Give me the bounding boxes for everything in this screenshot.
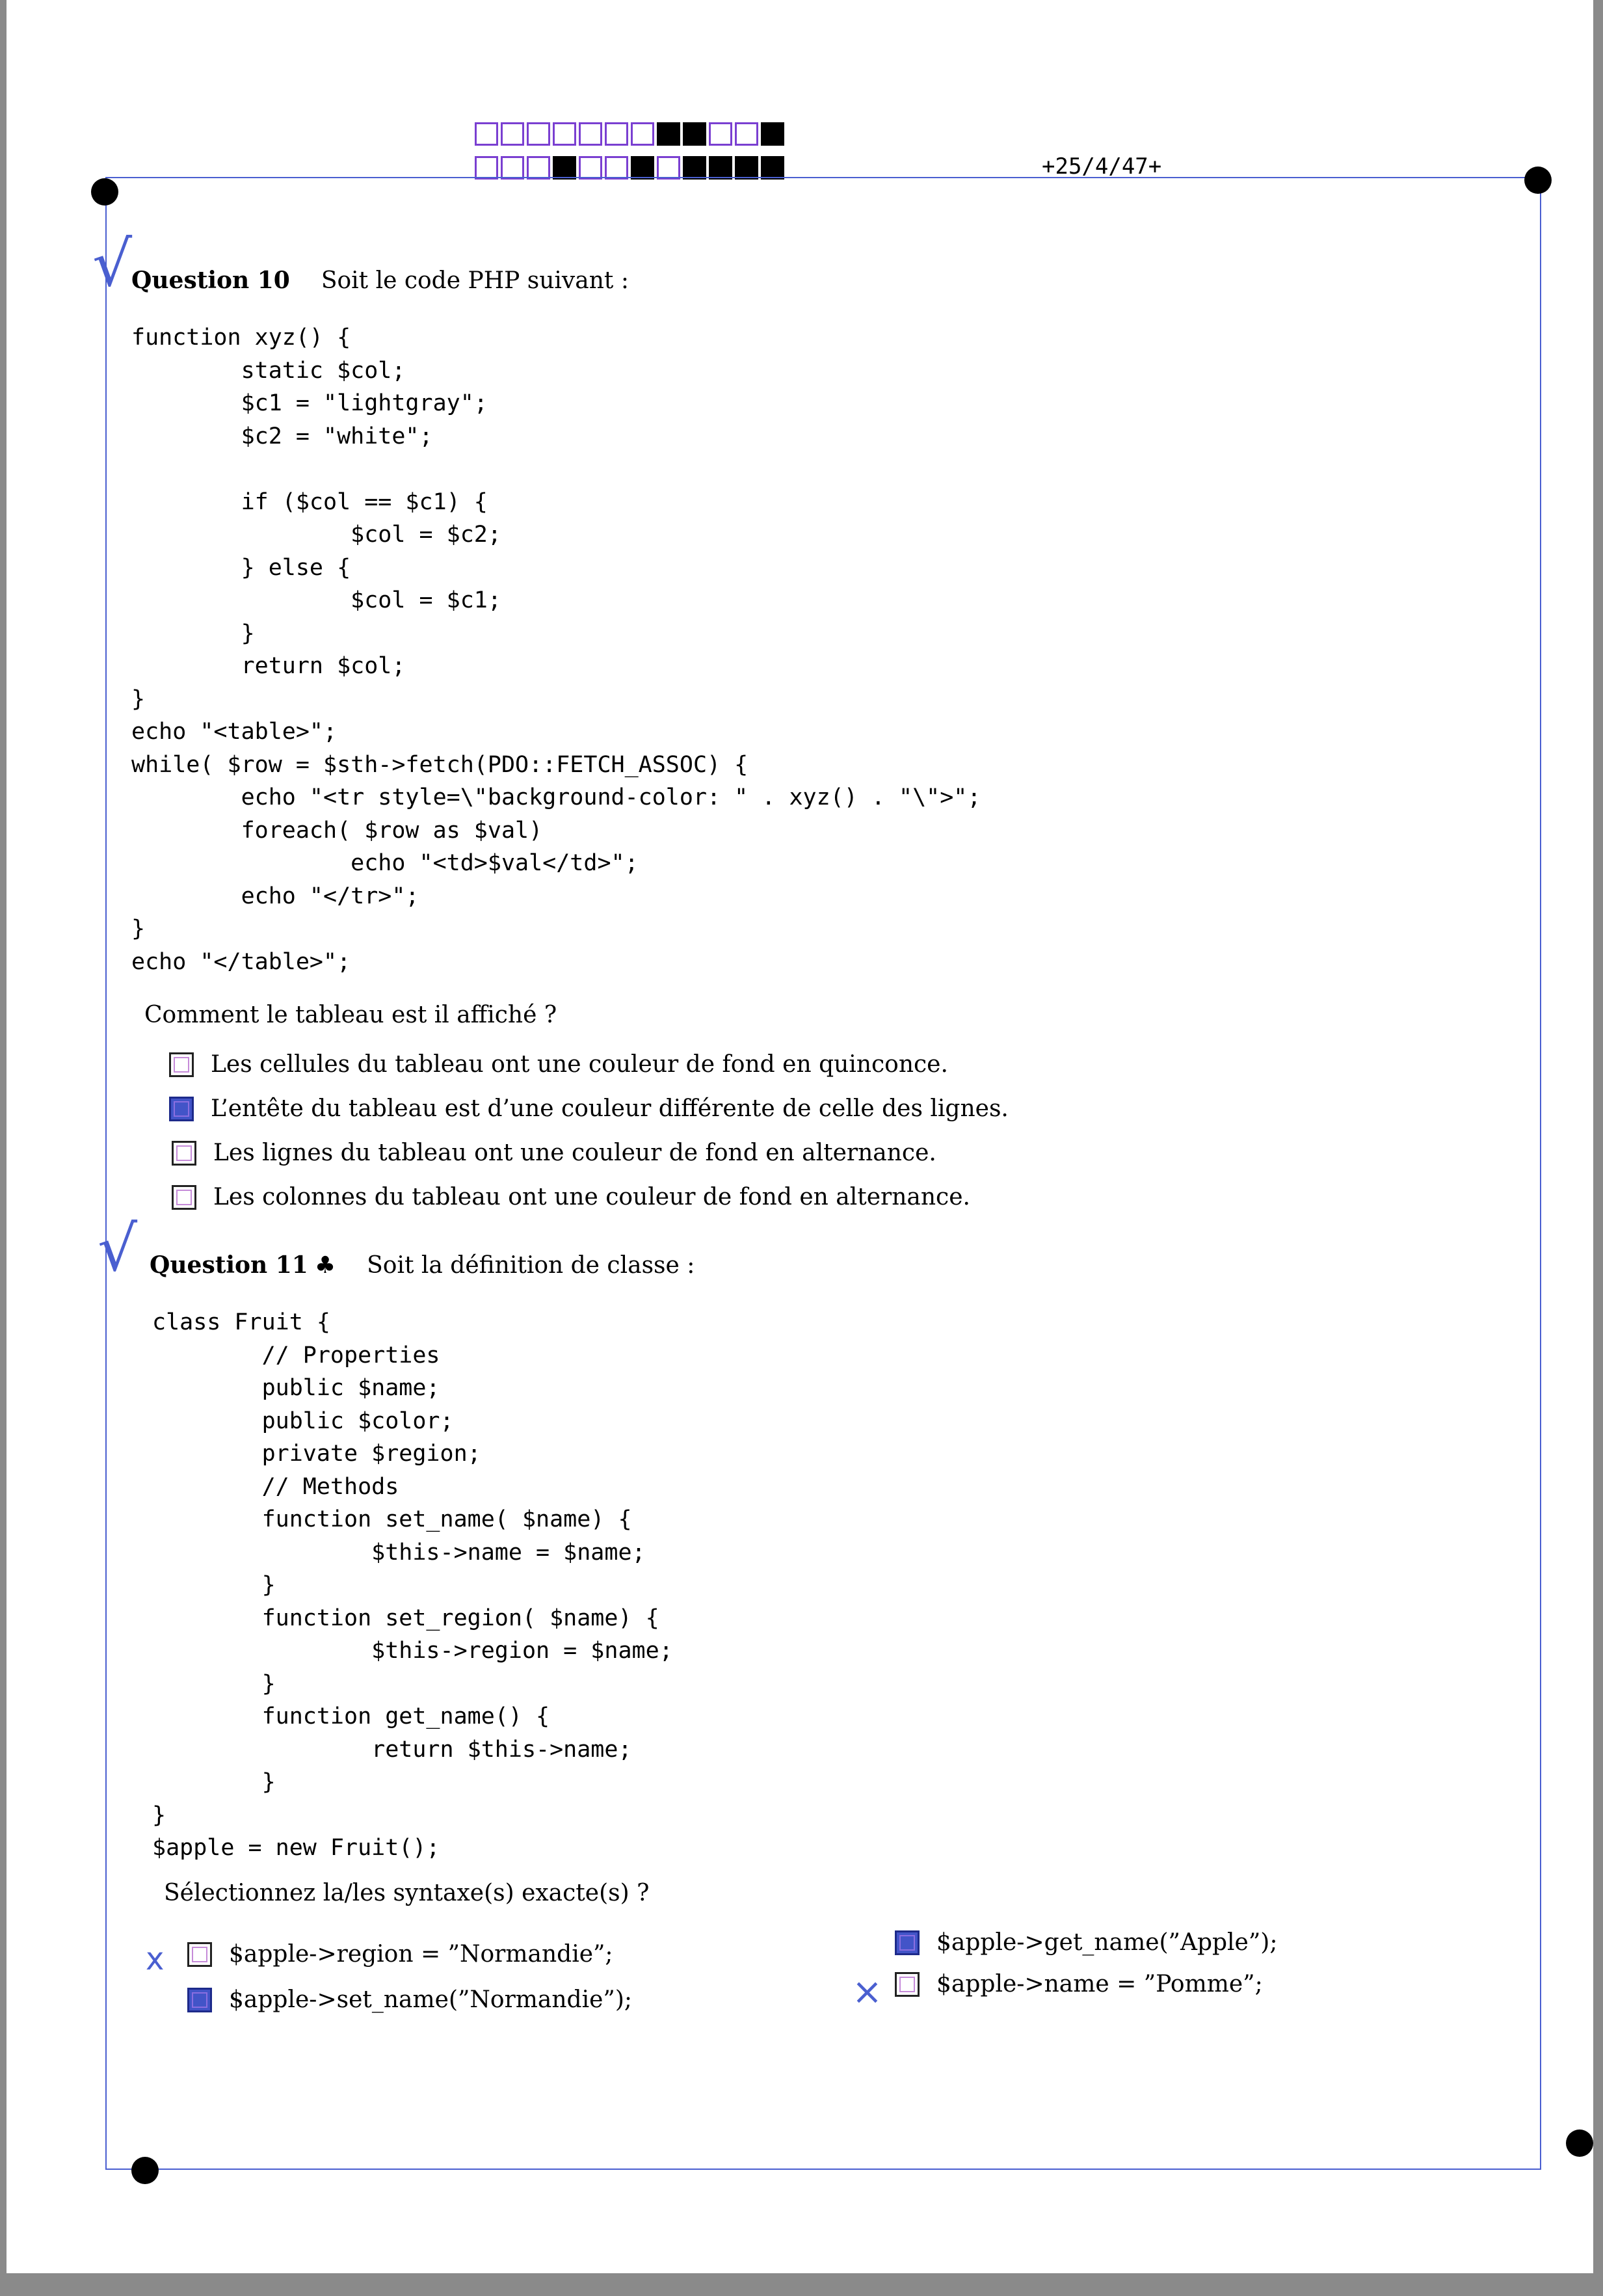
q11-option-2-label: $apple->set_name(”Normandie”);: [229, 1986, 632, 2013]
question-11-number: Question 11: [150, 1251, 308, 1279]
q11-option-3[interactable]: [895, 1929, 1277, 1956]
marker-top-cell: [501, 122, 524, 146]
question-10-title: [131, 267, 629, 294]
cross-mark-q11-option-1: x: [146, 1941, 165, 1977]
q11-option-1-label: $apple->region = ”Normandie”;: [229, 1941, 613, 1968]
question-11-text: Soit la définition de classe :: [367, 1252, 695, 1279]
q11-option-2-checkbox[interactable]: [187, 1988, 212, 2012]
q10-option-3-label: Les lignes du tableau ont une couleur de fond en alternance.: [213, 1140, 936, 1166]
q10-option-3[interactable]: [172, 1140, 936, 1166]
page-id: +25/4/47+: [1042, 154, 1162, 180]
question-11-title: [150, 1251, 695, 1279]
q11-option-4-checkbox[interactable]: [895, 1972, 920, 1997]
marker-bottom-cell: [761, 156, 784, 180]
q10-option-1-label: Les cellules du tableau ont une couleur de fond en quinconce.: [211, 1051, 948, 1078]
question-10-text: Soit le code PHP suivant :: [321, 267, 629, 294]
q10-option-3-checkbox[interactable]: [172, 1141, 196, 1166]
question-11-prompt: Sélectionnez la/les syntaxe(s) exacte(s) ?: [164, 1880, 650, 1906]
q11-option-1-checkbox[interactable]: [187, 1942, 212, 1967]
question-11-code: class Fruit { // Properties public $name; public $color; private $region; // Methods function set_name( $name) { $this->name = $name; } function set_region( $name) { $this->region = $name; } function get_name() { return $this->name; } } $apple = new Fruit();: [152, 1309, 673, 1861]
check-mark-question-10: √: [92, 228, 133, 300]
marker-top-cell: [553, 122, 576, 146]
marker-top-cell: [631, 122, 654, 146]
q10-option-1[interactable]: [169, 1051, 948, 1078]
q11-option-4-label: $apple->name = ”Pomme”;: [936, 1971, 1263, 1997]
page-marker-strip-top: [475, 122, 787, 146]
page-marker-strip-bottom: [475, 156, 787, 180]
marker-bottom-cell: [709, 156, 732, 180]
corner-mark-top-right: [1524, 167, 1552, 194]
marker-top-cell: [657, 122, 680, 146]
q10-option-2-label: L’entête du tableau est d’une couleur différente de celle des lignes.: [211, 1095, 1009, 1122]
check-mark-question-11: √: [98, 1212, 138, 1285]
question-10-prompt: Comment le tableau est il affiché ?: [144, 1002, 557, 1028]
q11-option-1[interactable]: [187, 1941, 613, 1968]
marker-top-cell: [735, 122, 758, 146]
marker-bottom-cell: [553, 156, 576, 180]
corner-mark-bottom-left: [131, 2157, 159, 2184]
question-10-code: function xyz() { static $col; $c1 = "lightgray"; $c2 = "white"; if ($col == $c1) { $col = $c2; } else { $col = $c1; } return $col; } echo "<table>"; while( $row = $sth->fetch(PDO::FETCH_ASSOC) { echo "<tr style=\"background-color: " . xyz() . "\">"; foreach( $row as $val) echo "<td>$val</td>"; echo "</tr>"; } echo "</table>";: [131, 325, 981, 975]
q11-option-4[interactable]: [895, 1971, 1263, 1997]
marker-bottom-cell: [657, 156, 680, 180]
marker-bottom-cell: [735, 156, 758, 180]
corner-mark-top-left: [91, 178, 118, 206]
q11-option-3-label: $apple->get_name(”Apple”);: [936, 1929, 1278, 1956]
cross-mark-q11-option-4: ×: [852, 1971, 882, 2013]
marker-top-cell: [683, 122, 706, 146]
marker-top-cell: [579, 122, 602, 146]
q10-option-2-checkbox[interactable]: [169, 1097, 194, 1121]
q10-option-4[interactable]: [172, 1184, 970, 1210]
marker-bottom-cell: [631, 156, 654, 180]
corner-mark-bottom-right: [1566, 2129, 1593, 2157]
q11-option-3-checkbox[interactable]: [895, 1930, 920, 1955]
q10-option-1-checkbox[interactable]: [169, 1052, 194, 1077]
marker-top-cell: [605, 122, 628, 146]
marker-top-cell: [709, 122, 732, 146]
marker-top-cell: [475, 122, 498, 146]
q10-option-4-checkbox[interactable]: [172, 1185, 196, 1210]
club-icon: ♣: [314, 1252, 336, 1279]
marker-bottom-cell: [605, 156, 628, 180]
marker-bottom-cell: [579, 156, 602, 180]
q11-option-2[interactable]: [187, 1986, 632, 2013]
q10-option-2[interactable]: [169, 1095, 1009, 1122]
marker-bottom-cell: [527, 156, 550, 180]
marker-top-cell: [761, 122, 784, 146]
marker-bottom-cell: [475, 156, 498, 180]
q10-option-4-label: Les colonnes du tableau ont une couleur de fond en alternance.: [213, 1184, 970, 1210]
marker-bottom-cell: [501, 156, 524, 180]
marker-bottom-cell: [683, 156, 706, 180]
question-10-number: Question 10: [131, 267, 290, 294]
exam-page: [7, 0, 1593, 2273]
marker-top-cell: [527, 122, 550, 146]
